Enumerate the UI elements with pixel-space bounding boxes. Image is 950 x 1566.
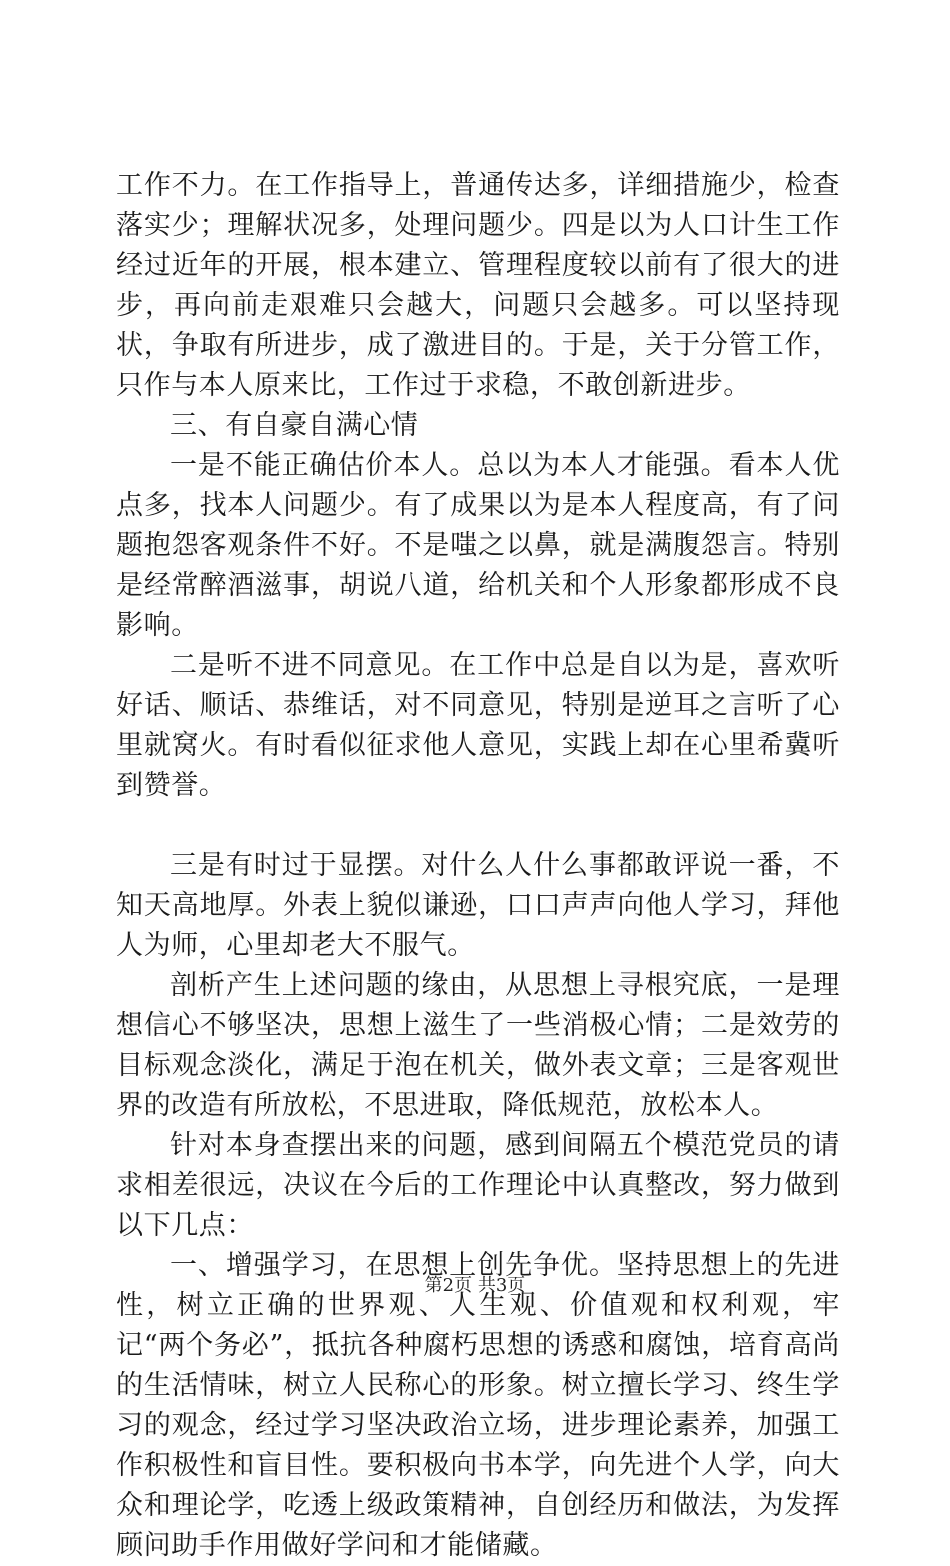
paragraph-point-1: 一是不能正确估价本人。总以为本人才能强。看本人优点多，找本人问题少。有了成果以为是本人程度高，有了问题抱怨客观条件不好。不是嗤之以鼻，就是满腹怨言。特别是经常醉酒滋事，胡说八道，给机关和个人形象都形成不良影响。 <box>116 450 840 641</box>
page-footer: 第2页 共3页 <box>424 1275 526 1296</box>
paragraph-analysis: 剖析产生上述问题的缘由，从思想上寻根究底，一是理想信心不够坚决，思想上滋生了一些消极心情；二是效劳的目标观念淡化，满足于泡在机关，做外表文章；三是客观世界的改造有所放松，不思进取，降低规范，放松本人。 <box>116 970 840 1121</box>
paragraph-point-3: 三是有时过于显摆。对什么人什么事都敢评说一番，不知天高地厚。外表上貌似谦逊，口口声声向他人学习，拜他人为师，心里却老大不服气。 <box>116 850 840 961</box>
paragraph-measure-1: 一、增强学习，在思想上创先争优。坚持思想上的先进性，树立正确的世界观、人生观、价值观和权利观，牢记“两个务必”，抵抗各种腐朽思想的诱惑和腐蚀，培育高尚的生活情味，树立人民称心的形象。树立擅长学习、终生学习的观念，经过学习坚决政治立场，进步理论素养，加强工作积极性和盲目性。要积极向书本学，向先进个人学，向大众和理论学，吃透上级政策精神，自创经历和做法，为发挥顾问助手作用做好学问和才能储藏。 <box>116 1250 840 1561</box>
paragraph-continuation: 工作不力。在工作指导上，普通传达多，详细措施少，检查落实少；理解状况多，处理问题少。四是以为人口计生工作经过近年的开展，根本建立、管理程度较以前有了很大的进步，再向前走艰难只会越大，问题只会越多。可以坚持现状，争取有所进步，成了激进目的。于是，关于分管工作，只作与本人原来比，工作过于求稳，不敢创新进步。 <box>116 170 840 401</box>
section-heading-3: 三、有自豪自满心情 <box>170 410 419 441</box>
body-text <box>116 166 840 1566</box>
paragraph-resolution: 针对本身查摆出来的问题，感到间隔五个模范党员的请求相差很远，决议在今后的工作理论中认真整改，努力做到以下几点： <box>116 1130 840 1241</box>
paragraph-point-2: 二是听不进不同意见。在工作中总是自以为是，喜欢听好话、顺话、恭维话，对不同意见，特别是逆耳之言听了心里就窝火。有时看似征求他人意见，实践上却在心里希冀听到赞誉。 <box>116 650 840 801</box>
